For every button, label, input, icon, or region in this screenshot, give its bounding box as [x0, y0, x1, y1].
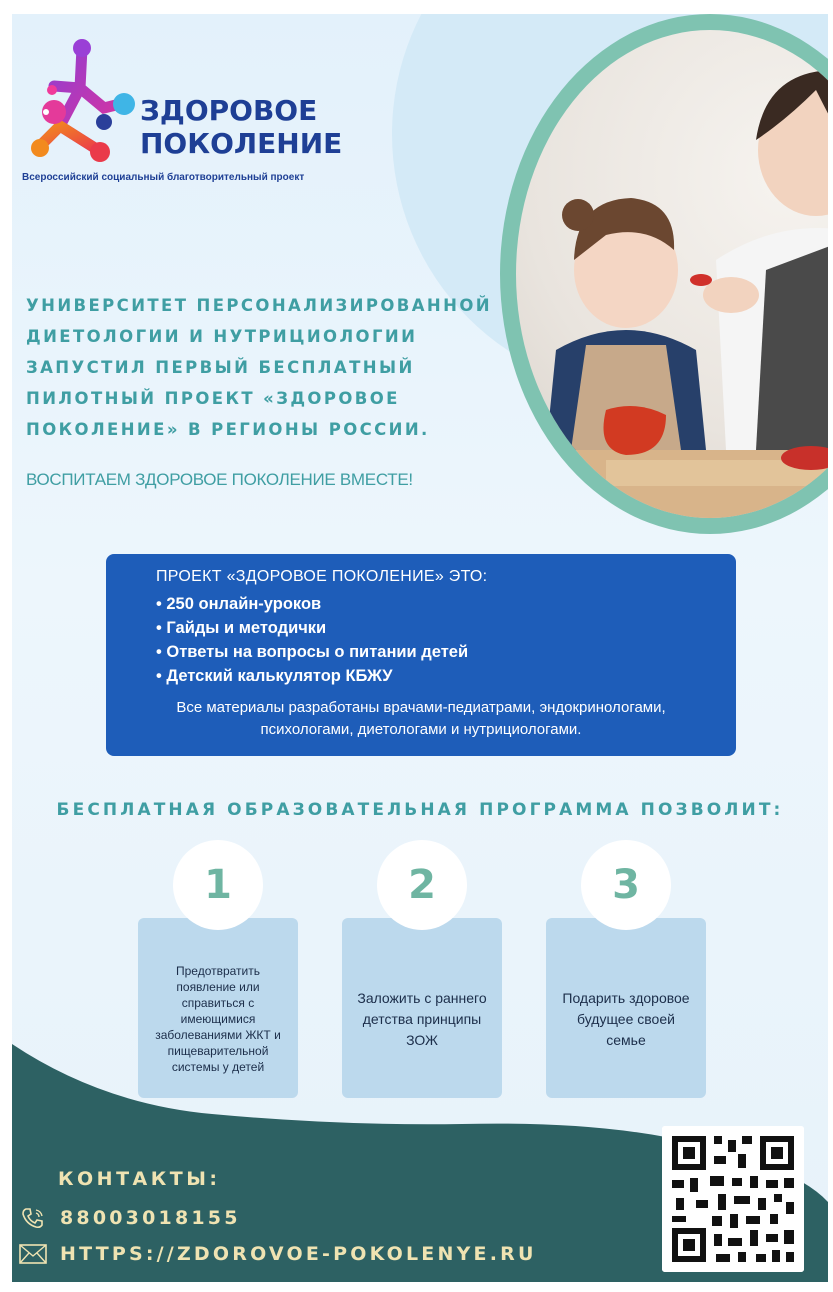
note-line-1: Все материалы разработаны врачами-педиатрами, эндокринологами, [176, 699, 666, 716]
mail-icon [18, 1242, 48, 1266]
list-item: • Ответы на вопросы о питании детей [156, 640, 468, 664]
qr-code[interactable] [662, 1126, 804, 1272]
note-line-2: психологами, диетологами и нутрициологами. [260, 721, 582, 738]
contact-phone[interactable]: 88003018155 [60, 1207, 241, 1229]
project-features-list [156, 592, 468, 688]
poster [12, 14, 828, 1282]
contacts-title: КОНТАКТЫ: [58, 1168, 221, 1190]
step-card-text: Подарить здоровое будущее своей семье [546, 918, 706, 1098]
step-number: 2 [377, 840, 467, 930]
project-box-title: ПРОЕКТ «ЗДОРОВОЕ ПОКОЛЕНИЕ» ЭТО: [156, 568, 488, 585]
list-item: • 250 онлайн-уроков [156, 592, 468, 616]
program-title: БЕСПЛАТНАЯ ОБРАЗОВАТЕЛЬНАЯ ПРОГРАММА ПОЗВОЛИТ: [56, 800, 784, 820]
list-item: • Гайды и методички [156, 616, 468, 640]
brand-title-line1: ЗДОРОВОЕ [140, 94, 318, 127]
photo-illustration [516, 30, 828, 518]
contact-website[interactable]: HTTPS://ZDOROVOE-POKOLENYE.RU [60, 1243, 537, 1265]
step-card-text: Предотвратить появление или справиться с имеющимися заболеваниями ЖКТ и пищеварительной системы у детей [138, 918, 298, 1098]
logo-molecule-icon [20, 28, 150, 178]
brand-subtitle: Всероссийский социальный благотворительный проект [22, 172, 305, 183]
step-card-text: Заложить с раннего детства принципы ЗОЖ [342, 918, 502, 1098]
contact-phone-row[interactable] [18, 1206, 241, 1230]
list-item: • Детский калькулятор КБЖУ [156, 664, 468, 688]
project-box-note [106, 697, 736, 741]
step-number: 1 [173, 840, 263, 930]
brand-title [140, 94, 342, 160]
contact-website-row[interactable] [18, 1242, 537, 1266]
project-info-box [106, 554, 736, 756]
brand-title-line2: ПОКОЛЕНИЕ [140, 127, 343, 160]
slogan: ВОСПИТАЕМ ЗДОРОВОЕ ПОКОЛЕНИЕ ВМЕСТЕ! [26, 470, 413, 489]
phone-icon [18, 1206, 48, 1230]
step-number: 3 [581, 840, 671, 930]
intro-text: УНИВЕРСИТЕТ ПЕРСОНАЛИЗИРОВАННОЙ ДИЕТОЛОГИИ И НУТРИЦИОЛОГИИ ЗАПУСТИЛ ПЕРВЫЙ БЕСПЛАТНЫЙ ПИЛОТНЫЙ ПРОЕКТ «ЗДОРОВОЕ ПОКОЛЕНИЕ» В РЕГИОНЫ РОССИИ. [26, 296, 492, 439]
